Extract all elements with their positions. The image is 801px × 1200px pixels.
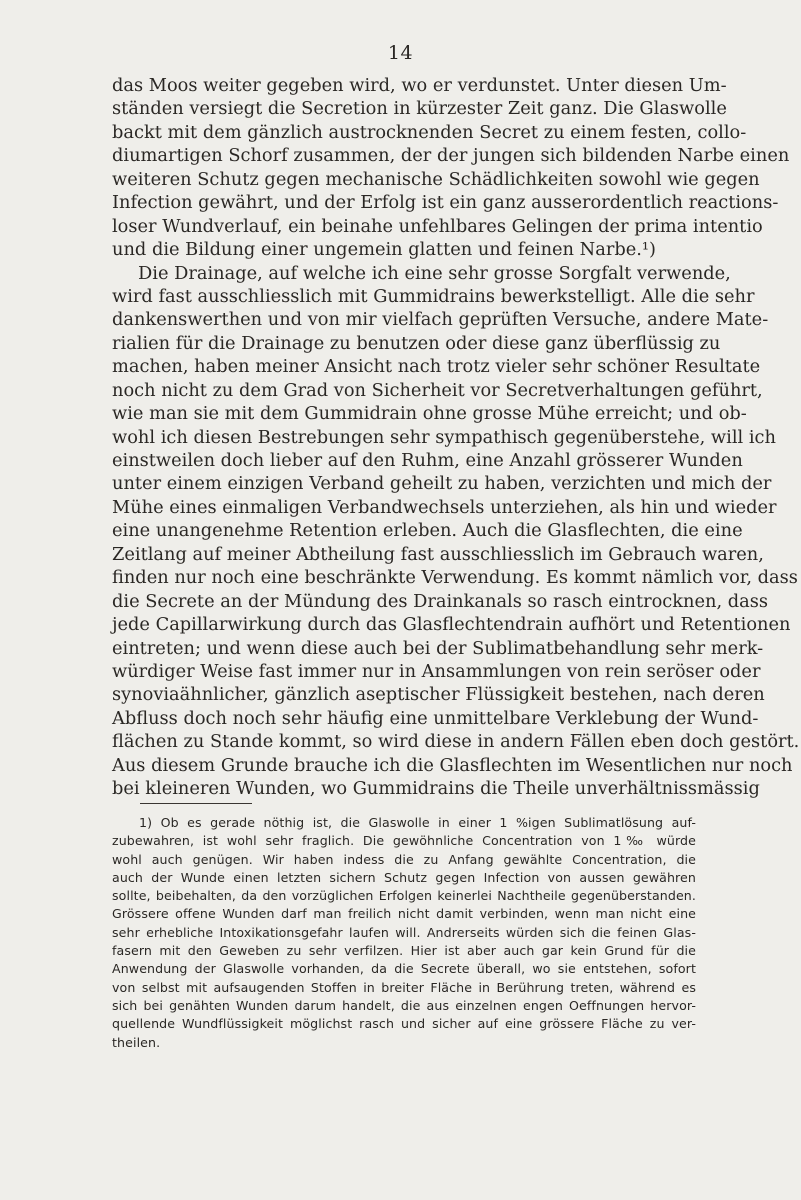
text-line: wohl ich diesen Bestrebungen sehr sympathisch gegenüberstehe, will ich [112, 426, 776, 448]
text-line: rialien für die Drainage zu benutzen oder diese ganz überflüssig zu [112, 332, 721, 354]
text-line: Abfluss doch noch sehr häufig eine unmittelbare Verklebung der Wund- [112, 707, 759, 729]
text-line: flächen zu Stande kommt, so wird diese in andern Fällen eben doch gestört. [112, 731, 800, 753]
text-line: backt mit dem gänzlich austrocknenden Secret zu einem festen, collo- [112, 121, 747, 143]
footnote-line: Grössere offene Wunden darf man freilich nicht damit verbinden, wenn man nicht eine [112, 906, 696, 922]
footnote-line: von selbst mit aufsaugenden Stoffen in breiter Fläche in Berührung treten, während es [112, 979, 696, 995]
footnote-line: 1) Ob es gerade nöthig ist, die Glaswolle in einer 1 %igen Sublimatlösung auf- [139, 815, 696, 830]
text-line: diumartigen Schorf zusammen, der der jungen sich bildenden Narbe einen [112, 145, 790, 167]
text-line: würdiger Weise fast immer nur in Ansammlungen von rein seröser oder [112, 660, 761, 682]
footnote-line: Anwendung der Glaswolle vorhanden, da die Secrete überall, wo sie entstehen, sofort [112, 961, 696, 977]
text-line: unter einem einzigen Verband geheilt zu haben, verzichten und mich der [112, 473, 772, 495]
text-line: ständen versiegt die Secretion in kürzester Zeit ganz. Die Glaswolle [112, 98, 727, 120]
text-line: Die Drainage, auf welche ich eine sehr grosse Sorgfalt verwende, [138, 262, 731, 284]
text-line: synoviaähnlicher, gänzlich aseptischer Flüssigkeit bestehen, nach deren [112, 684, 765, 706]
text-line: Zeitlang auf meiner Abtheilung fast ausschliesslich im Gebrauch waren, [112, 543, 764, 565]
text-line: jede Capillarwirkung durch das Glasflechtendrain aufhört und Retentionen [112, 614, 791, 636]
text-line: wie man sie mit dem Gummidrain ohne grosse Mühe erreicht; und ob- [112, 403, 747, 425]
text-line: eine unangenehme Retention erleben. Auch die Glasflechten, die eine [112, 520, 743, 542]
text-line: dankenswerthen und von mir vielfach geprüften Versuche, andere Mate- [112, 309, 769, 331]
text-line: weiteren Schutz gegen mechanische Schädlichkeiten sowohl wie gegen [112, 168, 760, 190]
text-line: loser Wundverlauf, ein beinahe unfehlbares Gelingen der prima intentio [112, 215, 763, 237]
footnote-separator [140, 803, 252, 804]
footnote-line: zubewahren, ist wohl sehr fraglich. Die gewöhnliche Concentration von 1‰ würde [112, 833, 696, 849]
footnote-line: sich bei genähten Wunden darum handelt, die aus einzelnen engen Oeffnungen hervor- [112, 997, 696, 1013]
footnote [112, 814, 696, 1052]
footnote-line: quellende Wundflüssigkeit möglichst rasch und sicher auf eine grössere Fläche zu ver- [112, 1016, 696, 1032]
text-line: Aus diesem Grunde brauche ich die Glasflechten im Wesentlichen nur noch [112, 754, 793, 776]
text-line: die Secrete an der Mündung des Drainkanals so rasch eintrocknen, dass [112, 590, 768, 612]
text-line: noch nicht zu dem Grad von Sicherheit vor Secretverhaltungen geführt, [112, 379, 763, 401]
text-line: finden nur noch eine beschränkte Verwendung. Es kommt nämlich vor, dass [112, 567, 798, 589]
footnote-line: sehr erhebliche Intoxikationsgefahr laufen will. Andrerseits würden sich die feinen Glas- [112, 924, 696, 940]
text-line: bei kleineren Wunden, wo Gummidrains die Theile unverhältnissmässig [112, 778, 760, 800]
footnote-line: fasern mit den Geweben zu sehr verfilzen. Hier ist aber auch gar kein Grund für die [112, 943, 696, 959]
footnote-line: wohl auch genügen. Wir haben indess die zu Anfang gewählte Concentration, die [112, 851, 696, 867]
footnote-line: auch der Wunde einen letzten sichern Schutz gegen Infection von aussen gewähren [112, 869, 696, 885]
footnote-line: theilen. [112, 1034, 161, 1050]
text-line: machen, haben meiner Ansicht nach trotz vieler sehr schöner Resultate [112, 356, 761, 378]
page-number: 14 [387, 42, 414, 64]
text-line: Infection gewährt, und der Erfolg ist ein ganz ausserordentlich reactions- [112, 192, 779, 214]
footnote-line: sollte, beibehalten, da den vorzüglichen Erfolgen keinerlei Nachtheile gegenüberstanden. [112, 888, 696, 904]
text-line: wird fast ausschliesslich mit Gummidrains bewerkstelligt. Alle die sehr [112, 285, 755, 307]
text-line: Mühe eines einmaligen Verbandwechsels unterziehen, als hin und wieder [112, 496, 777, 518]
main-text [112, 74, 800, 801]
text-line: das Moos weiter gegeben wird, wo er verdunstet. Unter diesen Um- [112, 75, 727, 96]
text-line: und die Bildung einer ungemein glatten und feinen Narbe.¹) [112, 239, 656, 261]
text-line: eintreten; und wenn diese auch bei der Sublimatbehandlung sehr merk- [112, 637, 764, 659]
text-line: einstweilen doch lieber auf den Ruhm, eine Anzahl grösserer Wunden [112, 450, 743, 471]
